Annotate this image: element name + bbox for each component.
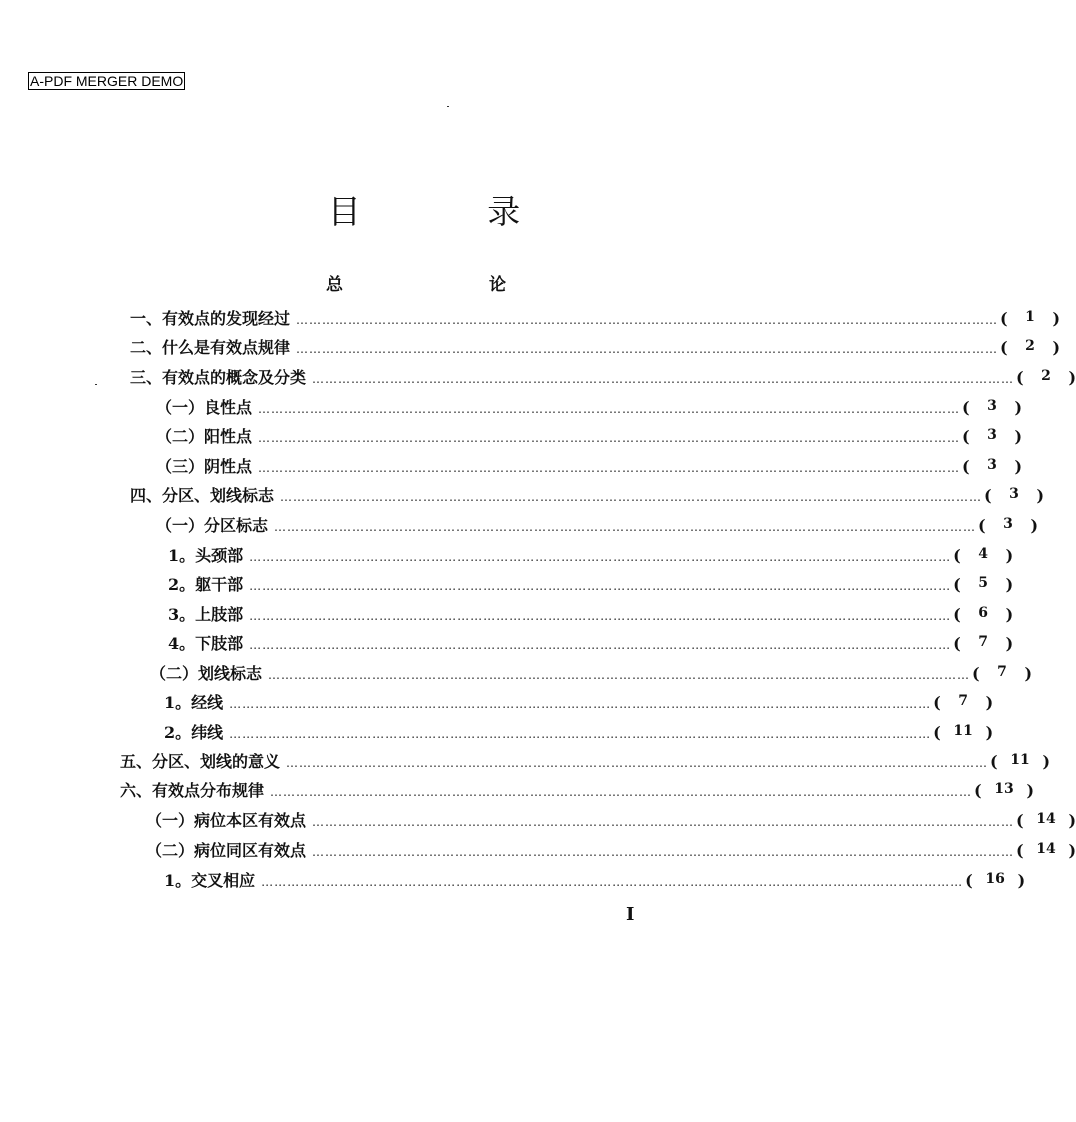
toc-entry[interactable]: [168, 602, 1014, 626]
toc-page-number: 7: [978, 634, 989, 650]
toc-entry-title: 一、有效点的发现经过: [130, 309, 291, 328]
toc-page-ref: ( 11 ): [933, 723, 994, 742]
toc-page-ref: ( 4 ): [953, 546, 1014, 565]
toc-page-number: 7: [997, 664, 1007, 680]
section-title: 总 论: [326, 275, 576, 295]
toc-page-ref: ( 3 ): [978, 516, 1039, 535]
toc-page-ref: ( 14 ): [1016, 811, 1076, 830]
toc-leader-dots: ………………………………………………………………………………………………………………………………………………: [249, 579, 952, 593]
toc-page-ref: ( 2 ): [1016, 368, 1076, 387]
toc-entry[interactable]: [146, 838, 1076, 862]
toc-page-number: 13: [994, 781, 1014, 797]
toc-entry-title: 1。交叉相应: [164, 871, 256, 890]
toc-entry-title: 4。下肢部: [168, 634, 244, 653]
toc-page-number: 2: [1041, 368, 1051, 384]
toc-entry[interactable]: [168, 631, 1014, 655]
toc-leader-dots: ………………………………………………………………………………………………………………………………………………: [280, 490, 983, 504]
toc-leader-dots: ………………………………………………………………………………………………………………………………………………: [258, 461, 961, 475]
toc-entry[interactable]: [120, 749, 1051, 773]
toc-entry-title: 二、什么是有效点规律: [130, 338, 291, 357]
toc-entry[interactable]: [168, 543, 1014, 567]
toc-entry-title: 1。经线: [164, 693, 224, 712]
toc-page-ref: ( 3 ): [962, 427, 1023, 446]
toc-entry-title: （二）划线标志: [150, 664, 263, 683]
toc-leader-dots: ………………………………………………………………………………………………………………………………………………: [261, 875, 964, 889]
toc-entry-title: 2。纬线: [164, 723, 224, 742]
toc-page-ref: ( 6 ): [953, 605, 1014, 624]
toc-entry[interactable]: [168, 572, 1014, 596]
toc-page-number: 3: [987, 457, 997, 473]
toc-page-ref: ( 3 ): [984, 486, 1045, 505]
toc-page-number: 11: [953, 723, 973, 739]
toc-entry[interactable]: [130, 365, 1076, 389]
toc-entry[interactable]: [164, 690, 994, 714]
toc-leader-dots: ………………………………………………………………………………………………………………………………………………: [258, 402, 961, 416]
toc-entry-title: （二）病位同区有效点: [146, 841, 307, 860]
toc-entry-title: （一）分区标志: [156, 516, 269, 535]
toc-entry-title: 四、分区、划线标志: [130, 486, 275, 505]
toc-page-number: 3: [1003, 516, 1013, 532]
toc-leader-dots: ………………………………………………………………………………………………………………………………………………: [229, 697, 932, 711]
toc-leader-dots: ………………………………………………………………………………………………………………………………………………: [274, 520, 977, 534]
toc-page-number: 3: [987, 398, 997, 414]
toc-leader-dots: ………………………………………………………………………………………………………………………………………………: [249, 550, 952, 564]
toc-page-ref: ( 1 ): [1000, 309, 1061, 328]
toc-page-ref: ( 7 ): [953, 634, 1014, 653]
toc-page-number: 16: [985, 871, 1005, 887]
toc-entry-title: 3。上肢部: [168, 605, 244, 624]
toc-leader-dots: ………………………………………………………………………………………………………………………………………………: [312, 372, 1015, 386]
toc-entry[interactable]: [130, 483, 1045, 507]
toc-entry[interactable]: [156, 395, 1023, 419]
toc-page-number: 1: [1025, 309, 1035, 325]
toc-page-number: 6: [978, 605, 989, 621]
toc-entry[interactable]: [156, 424, 1023, 448]
page-title: 目 录: [327, 192, 579, 231]
toc-leader-dots: ………………………………………………………………………………………………………………………………………………: [296, 313, 999, 327]
toc-leader-dots: ………………………………………………………………………………………………………………………………………………: [229, 727, 932, 741]
toc-page-number: 14: [1036, 841, 1056, 857]
toc-page-ref: ( 11 ): [990, 752, 1051, 771]
scan-speck: [447, 106, 449, 107]
toc-leader-dots: ………………………………………………………………………………………………………………………………………………: [296, 342, 999, 356]
toc-page-ref: ( 7 ): [933, 693, 994, 712]
toc-leader-dots: ………………………………………………………………………………………………………………………………………………: [312, 845, 1015, 859]
toc-page-ref: ( 3 ): [962, 398, 1023, 417]
page-folio-number: I: [626, 904, 635, 925]
toc-page-number: 11: [1010, 752, 1030, 768]
toc-entry-title: 2。躯干部: [168, 575, 244, 594]
scan-speck: [95, 384, 97, 385]
toc-entry-title: 五、分区、划线的意义: [120, 752, 281, 771]
toc-page-number: 3: [987, 427, 997, 443]
toc-entry[interactable]: [130, 335, 1061, 359]
toc-page-ref: ( 7 ): [972, 664, 1033, 683]
toc-entry-title: 三、有效点的概念及分类: [130, 368, 307, 387]
toc-entry[interactable]: [164, 868, 1026, 892]
toc-leader-dots: ………………………………………………………………………………………………………………………………………………: [270, 785, 973, 799]
toc-leader-dots: ………………………………………………………………………………………………………………………………………………: [312, 815, 1015, 829]
toc-page-ref: ( 16 ): [965, 871, 1026, 890]
toc-page-ref: ( 2 ): [1000, 338, 1061, 357]
toc-leader-dots: ………………………………………………………………………………………………………………………………………………: [268, 668, 971, 682]
toc-entry[interactable]: [146, 808, 1076, 832]
toc-leader-dots: ………………………………………………………………………………………………………………………………………………: [249, 609, 952, 623]
toc-entry[interactable]: [164, 720, 994, 744]
toc-page-ref: ( 14 ): [1016, 841, 1076, 860]
toc-page-ref: ( 13 ): [974, 781, 1035, 800]
toc-entry[interactable]: [150, 661, 1033, 685]
toc-page-ref: ( 5 ): [953, 575, 1014, 594]
toc-page-ref: ( 3 ): [962, 457, 1023, 476]
toc-entry-title: 六、有效点分布规律: [120, 781, 265, 800]
toc-page-number: 7: [958, 693, 969, 709]
toc-page-number: 14: [1036, 811, 1056, 827]
watermark-label: A-PDF MERGER DEMO: [30, 73, 184, 89]
toc-leader-dots: ………………………………………………………………………………………………………………………………………………: [249, 638, 952, 652]
toc-entry[interactable]: [130, 306, 1061, 330]
toc-entry[interactable]: [120, 778, 1035, 802]
toc-entry-title: （二）阳性点: [156, 427, 253, 446]
toc-entry-title: 1。头颈部: [168, 546, 244, 565]
toc-page-number: 2: [1025, 338, 1035, 354]
toc-entry-title: （一）良性点: [156, 398, 253, 417]
toc-page-number: 4: [978, 546, 989, 562]
toc-page-number: 5: [978, 575, 989, 591]
toc-leader-dots: ………………………………………………………………………………………………………………………………………………: [258, 431, 961, 445]
toc-entry[interactable]: [156, 454, 1023, 478]
toc-entry-title: （三）阴性点: [156, 457, 253, 476]
toc-leader-dots: ………………………………………………………………………………………………………………………………………………: [286, 756, 989, 770]
toc-page-number: 3: [1009, 486, 1019, 502]
toc-entry-title: （一）病位本区有效点: [146, 811, 307, 830]
toc-entry[interactable]: [156, 513, 1039, 537]
